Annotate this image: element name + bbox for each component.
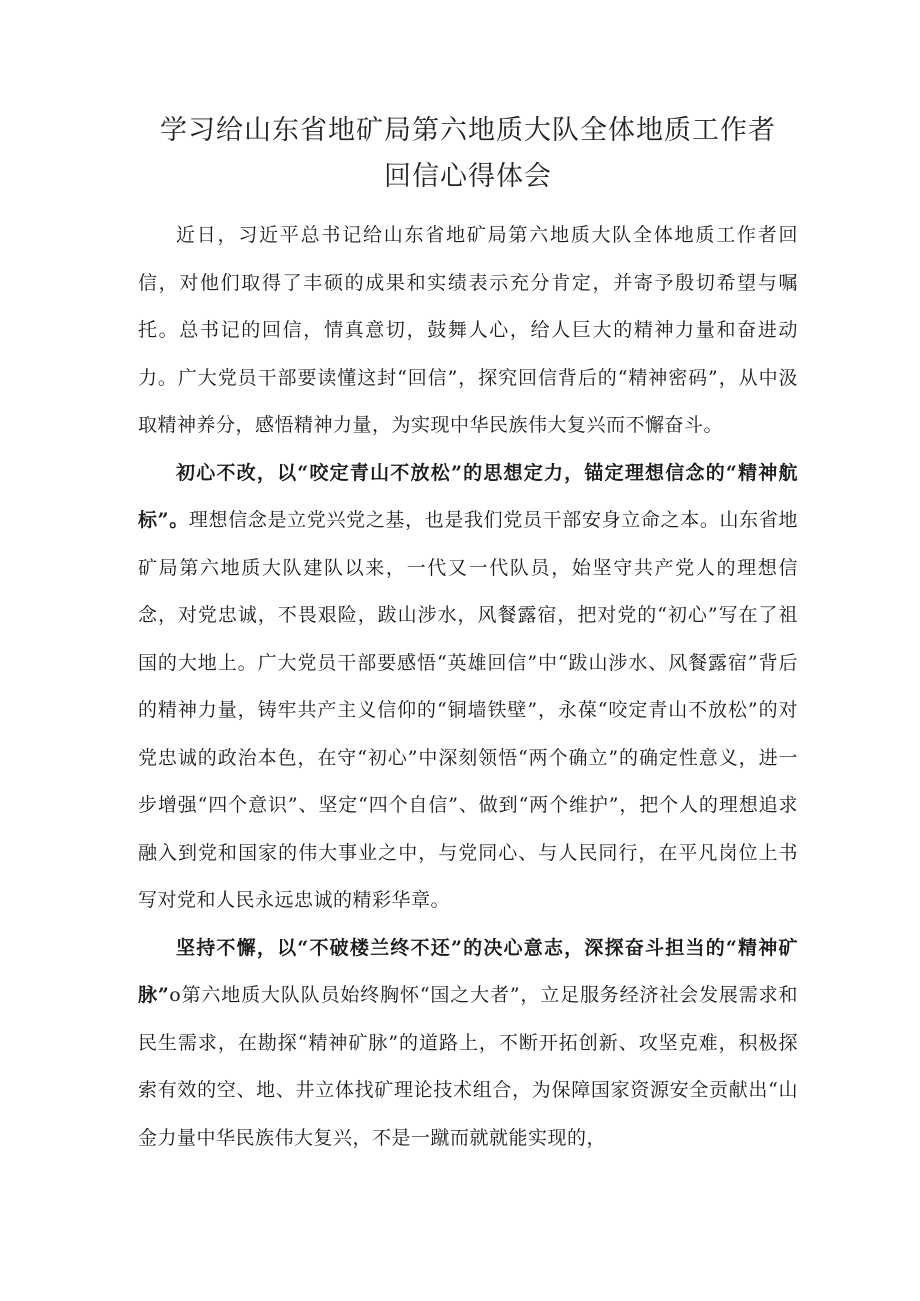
paragraph-section-2 [138,925,798,1163]
paragraph-text: 近日，习近平总书记给山东省地矿局第六地质大队全体地质工作者回信，对他们取得了丰硕的成果和实绩表示充分肯定，并寄予殷切希望与嘱托。总书记的回信，情真意切，鼓舞人心，给人巨大的精神力量和奋进动力。广大党员干部要读懂这封“回信”，探究回信背后的“精神密码”，从中汲取精神养分，感悟精神力量，为实现中华民族伟大复兴而不懈奋斗。 [138,224,798,436]
title-line-1: 学习给山东省地矿局第六地质大队全体地质工作者 [160,115,776,146]
paragraph-text: o第六地质大队队员始终胸怀“国之大者”，立足服务经济社会发展需求和民生需求，在勘探“精神矿脉”的道路上，不断开拓创新、攻坚克难，积极探索有效的空、地、井立体找矿理论技术组合，为保障国家资源安全贡献出“山金力量中华民族伟大复兴，不是一蹴而就就能实现的， [138,984,798,1149]
document-title [138,108,798,200]
title-line-2: 回信心得体会 [384,161,552,192]
paragraph-section-1 [138,450,798,925]
paragraph-intro [138,212,798,450]
section-heading: 坚持不懈，以“不破楼兰终不还”的决心意志，深探奋斗担当的“精神矿脉” [138,936,798,1006]
paragraph-text: 理想信念是立党兴党之基，也是我们党员干部安身立命之本。山东省地矿局第六地质大队建队以来，一代又一代队员，始坚守共产党人的理想信念，对党忠诚，不畏艰险，跋山涉水，风餐露宿，把对党的“初心”写在了祖国的大地上。广大党员干部要感悟“英雄回信”中“跋山涉水、风餐露宿”背后的精神力量，铸牢共产主义信仰的“铜墙铁壁”，永葆“咬定青山不放松”的对党忠诚的政治本色，在守“初心”中深刻领悟“两个确立”的确定性意义，进一步增强“四个意识”、坚定“四个自信”、做到“两个维护”，把个人的理想追求融入到党和国家的伟大事业之中，与党同心、与人民同行，在平凡岗位上书写对党和人民永远忠诚的精彩华章。 [138,509,798,911]
section-heading: 初心不改，以“咬定青山不放松”的思想定力，锚定理想信念的“精神航标”。 [138,461,798,531]
document-page [138,108,798,1162]
